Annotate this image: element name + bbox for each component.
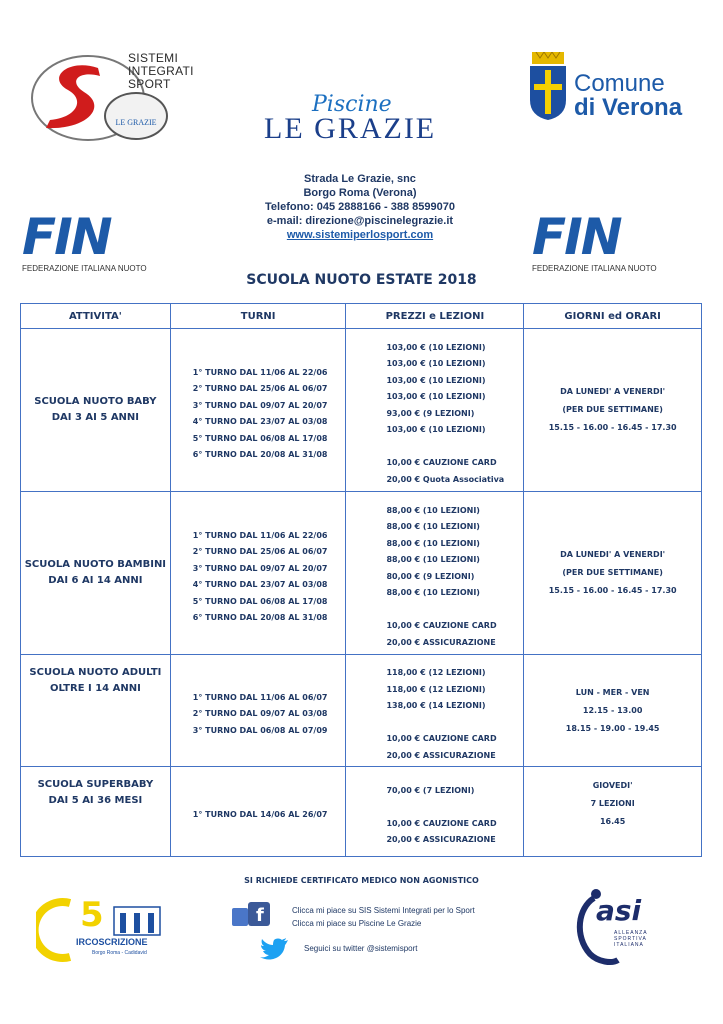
piscine-logo-line1: Piscine <box>312 92 392 117</box>
circoscrizione-logo: 5 IRCOSCRIZIONE Borgo Roma - Cadidavid <box>36 895 176 965</box>
turni-cell: 1° TURNO DAL 11/06 AL 22/06 2° TURNO DAL 25/06 AL 06/07 3° TURNO DAL 09/07 AL 20/07 4° TURNO DAL 23/07 AL 03/08 5° TURNO DAL 06/08 AL 17/08 6° TURNO DAL 20/08 AL 31/08 <box>170 329 346 492</box>
prezzi-cell: 118,00 € (12 LEZIONI) 118,00 € (12 LEZIONI) 138,00 € (14 LEZIONI) 10,00 € CAUZIONE CARD 20,00 € ASSICURAZIONE <box>346 655 524 767</box>
table-row <box>21 329 702 492</box>
facebook-like-icon[interactable] <box>232 902 270 926</box>
svg-text:f: f <box>256 905 264 926</box>
header-turni: TURNI <box>170 304 346 329</box>
prezzi-cell: 70,00 € (7 LEZIONI) 10,00 € CAUZIONE CARD 20,00 € ASSICURAZIONE <box>346 767 524 857</box>
sis-title: SISTEMI INTEGRATI SPORT <box>128 51 194 91</box>
piscine-logo-line2: LE GRAZIE <box>264 112 437 145</box>
website-link[interactable]: www.sistemiperlosport.com <box>286 229 434 241</box>
giorni-cell: DA LUNEDI' A VENERDI' (PER DUE SETTIMANE) 15.15 - 16.00 - 16.45 - 17.30 <box>524 492 702 655</box>
table-row <box>21 492 702 655</box>
schedule-table <box>20 303 702 857</box>
turni-cell: 1° TURNO DAL 14/06 AL 26/07 <box>170 767 346 857</box>
fin-logo-right: FIN FEDERAZIONE ITALIANA NUOTO <box>532 208 657 273</box>
twitter-icon[interactable] <box>260 936 290 960</box>
social-links <box>292 904 475 930</box>
giorni-cell: GIOVEDI' 7 LEZIONI 16.45 <box>524 767 702 857</box>
le-grazie-badge: LE GRAZIE <box>104 92 168 140</box>
turni-cell: 1° TURNO DAL 11/06 AL 22/06 2° TURNO DAL 25/06 AL 06/07 3° TURNO DAL 09/07 AL 20/07 4° TURNO DAL 23/07 AL 03/08 5° TURNO DAL 06/08 AL 17/08 6° TURNO DAL 20/08 AL 31/08 <box>170 492 346 655</box>
contact-block: Strada Le Grazie, snc Borgo Roma (Verona) Telefono: 045 2888166 - 388 8599070 e-mail: direzione@piscinelegrazie.it www.sistemiperlosport.com <box>200 172 520 242</box>
activity-cell: SCUOLA SUPERBABY DAI 5 AI 36 MESI <box>21 767 171 857</box>
piscine-facebook-link[interactable]: Clicca mi piace su Piscine Le Grazie <box>292 919 422 928</box>
activity-cell: SCUOLA NUOTO ADULTI OLTRE I 14 ANNI <box>21 655 171 767</box>
sis-facebook-link[interactable]: Clicca mi piace su SIS Sistemi Integrati per lo Sport <box>292 906 475 915</box>
turni-cell: 1° TURNO DAL 11/06 AL 06/07 2° TURNO DAL 09/07 AL 03/08 3° TURNO DAL 06/08 AL 07/09 <box>170 655 346 767</box>
verona-crest-icon <box>528 52 568 120</box>
twitter-link[interactable]: Seguici su twitter @sistemisport <box>304 944 418 953</box>
header-giorni: GIORNI ed ORARI <box>524 304 702 329</box>
header-prezzi: PREZZI e LEZIONI <box>346 304 524 329</box>
table-row <box>21 655 702 767</box>
activity-cell: SCUOLA NUOTO BABY DAI 3 AI 5 ANNI <box>21 329 171 492</box>
prezzi-cell: 88,00 € (10 LEZIONI) 88,00 € (10 LEZIONI) 88,00 € (10 LEZIONI) 88,00 € (10 LEZIONI) 80,00 € (9 LEZIONI) 88,00 € (10 LEZIONI) 10,00 € CAUZIONE CARD 20,00 € ASSICURAZIONE <box>346 492 524 655</box>
header-attivita: ATTIVITA' <box>21 304 171 329</box>
giorni-cell: LUN - MER - VEN 12.15 - 13.00 18.15 - 19.00 - 19.45 <box>524 655 702 767</box>
asi-logo: asi ALLEANZA SPORTIVA ITALIANA <box>572 888 652 968</box>
page-title: SCUOLA NUOTO ESTATE 2018 <box>246 272 477 288</box>
fin-logo-left: FIN FEDERAZIONE ITALIANA NUOTO <box>22 208 147 273</box>
giorni-cell: DA LUNEDI' A VENERDI' (PER DUE SETTIMANE) 15.15 - 16.00 - 16.45 - 17.30 <box>524 329 702 492</box>
prezzi-cell: 103,00 € (10 LEZIONI) 103,00 € (10 LEZIONI) 103,00 € (10 LEZIONI) 103,00 € (10 LEZIONI) 93,00 € (9 LEZIONI) 103,00 € (10 LEZIONI) 10,00 € CAUZIONE CARD 20,00 € Quota Associativa <box>346 329 524 492</box>
comune-logo: Comune di Verona <box>574 70 683 121</box>
activity-cell: SCUOLA NUOTO BAMBINI DAI 6 AI 14 ANNI <box>21 492 171 655</box>
table-row <box>21 767 702 857</box>
certificate-notice: SI RICHIEDE CERTIFICATO MEDICO NON AGONISTICO <box>244 876 479 885</box>
